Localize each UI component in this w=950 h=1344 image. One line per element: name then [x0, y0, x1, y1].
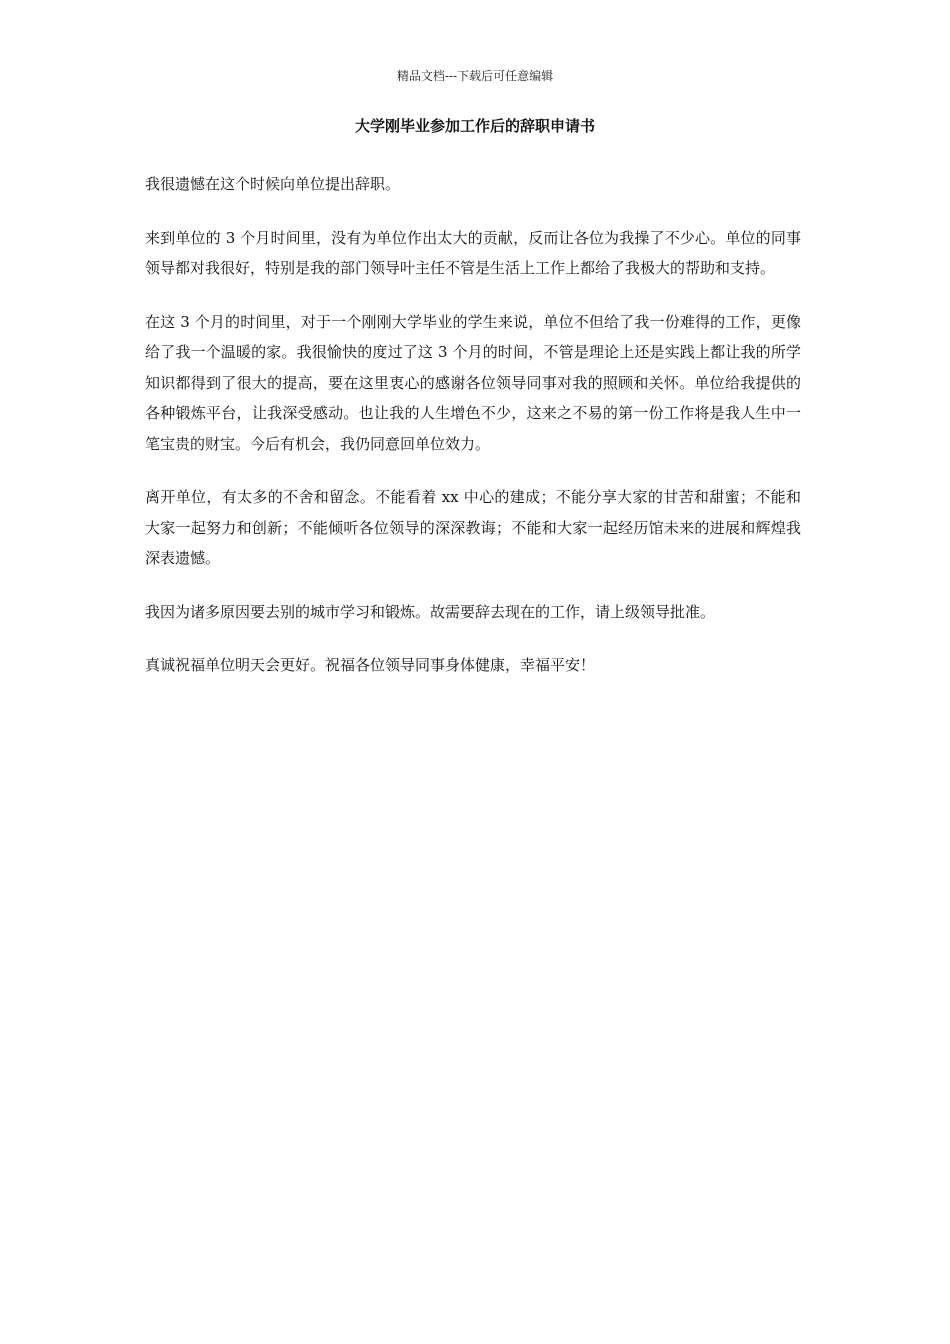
- paragraph-closing: 真诚祝福单位明天会更好。祝福各位领导同事身体健康，幸福平安！: [145, 656, 596, 674]
- paragraph-reason: 我因为诸多原因要去别的城市学习和锻炼。故需要辞去现在的工作，请上级领导批准。: [145, 602, 716, 621]
- paragraph-opening: 我很遗憾在这个时候向单位提出辞职。: [145, 175, 401, 193]
- header-note: 精品文档---下载后可任意编辑: [396, 69, 554, 83]
- paragraph-contribution: 来到单位的 3 个月时间里，没有为单位作出太大的贡献，反而让各位为我操了不少心。单位的同事领导都对我很好，特别是我的部门领导叶主任不管是生活上工作上都给了我极大的帮助和支持。: [145, 228, 801, 277]
- document-title: 大学刚毕业参加工作后的辞职申请书: [354, 117, 595, 135]
- document-body: [145, 169, 801, 704]
- paragraph-regret: 离开单位，有太多的不舍和留念。不能看着 xx 中心的建成；不能分享大家的甘苦和甜蜜；不能和大家一起努力和创新；不能倾听各位领导的深深教诲；不能和大家一起经历馆未来的进展和辉煌我深表遗憾。: [145, 488, 801, 567]
- paragraph-gratitude: 在这 3 个月的时间里，对于一个刚刚大学毕业的学生来说，单位不但给了我一份难得的工作，更像给了我一个温暖的家。我很愉快的度过了这 3 个月的时间，不管是理论上还是实践上都让我的所学知识都得到了很大的提高，要在这里衷心的感谢各位领导同事对我的照顾和关怀。单位给我提供的各种锻炼平台，让我深受感动。也让我的人生增色不少，这来之不易的第一份工作将是我人生中一笔宝贵的财宝。今后有机会，我仍同意回单位效力。: [145, 312, 801, 453]
